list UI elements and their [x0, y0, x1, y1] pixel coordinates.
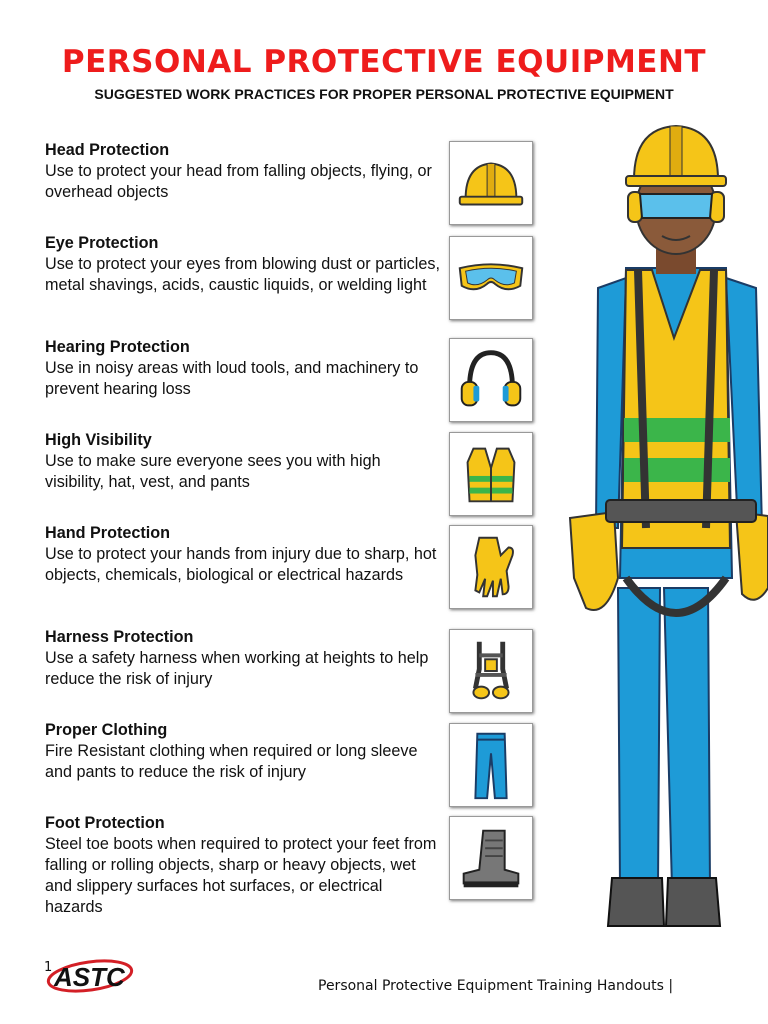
item-eye-protection	[45, 233, 440, 296]
item-head-protection	[45, 140, 440, 203]
item-foot-protection	[45, 813, 440, 918]
item-text: Use to protect your head from falling objects, flying, or overhead objects	[45, 162, 432, 201]
hard-hat-icon	[449, 141, 533, 225]
page-subtitle: SUGGESTED WORK PRACTICES FOR PROPER PERSONAL PROTECTIVE EQUIPMENT	[94, 86, 674, 102]
item-harness-protection	[45, 627, 440, 690]
item-text: Use to protect your hands from injury due to sharp, hot objects, chemicals, biological or electrical hazards	[45, 545, 437, 584]
safety-vest-icon	[449, 432, 533, 516]
item-high-visibility	[45, 430, 440, 493]
pants-icon	[449, 723, 533, 807]
page-number: 1	[44, 960, 53, 975]
item-text: Use to protect your eyes from blowing dust or particles, metal shavings, acids, caustic liquids, or welding light	[45, 255, 440, 294]
item-heading: Proper Clothing	[45, 721, 168, 739]
footer-text: Personal Protective Equipment Training Handouts |	[318, 978, 674, 994]
item-text: Use a safety harness when working at heights to help reduce the risk of injury	[45, 649, 429, 688]
item-heading: Hand Protection	[45, 524, 171, 542]
ear-muffs-icon	[449, 338, 533, 422]
harness-icon	[449, 629, 533, 713]
item-text: Steel toe boots when required to protect your feet from falling or rolling objects, sharp or heavy objects, wet and slippery surfaces hot surfaces, or electrical hazards	[45, 835, 437, 916]
item-heading: Foot Protection	[45, 814, 165, 832]
astc-logo	[44, 956, 136, 996]
item-text: Use to make sure everyone sees you with high visibility, hat, vest, and pants	[45, 452, 381, 491]
item-heading: Head Protection	[45, 141, 170, 159]
item-hearing-protection	[45, 337, 440, 400]
item-text: Fire Resistant clothing when required or long sleeve and pants to reduce the risk of injury	[45, 742, 418, 781]
item-hand-protection	[45, 523, 440, 586]
item-heading: High Visibility	[45, 431, 152, 449]
worker-illustration	[556, 108, 768, 938]
item-proper-clothing	[45, 720, 440, 783]
item-heading: Harness Protection	[45, 628, 194, 646]
page-title: PERSONAL PROTECTIVE EQUIPMENT	[61, 44, 707, 80]
glove-icon	[449, 525, 533, 609]
item-heading: Eye Protection	[45, 234, 159, 252]
item-text: Use in noisy areas with loud tools, and machinery to prevent hearing loss	[45, 359, 419, 398]
boot-icon	[449, 816, 533, 900]
item-heading: Hearing Protection	[45, 338, 190, 356]
svg-text:ASTC: ASTC	[54, 962, 125, 992]
goggles-icon	[449, 236, 533, 320]
